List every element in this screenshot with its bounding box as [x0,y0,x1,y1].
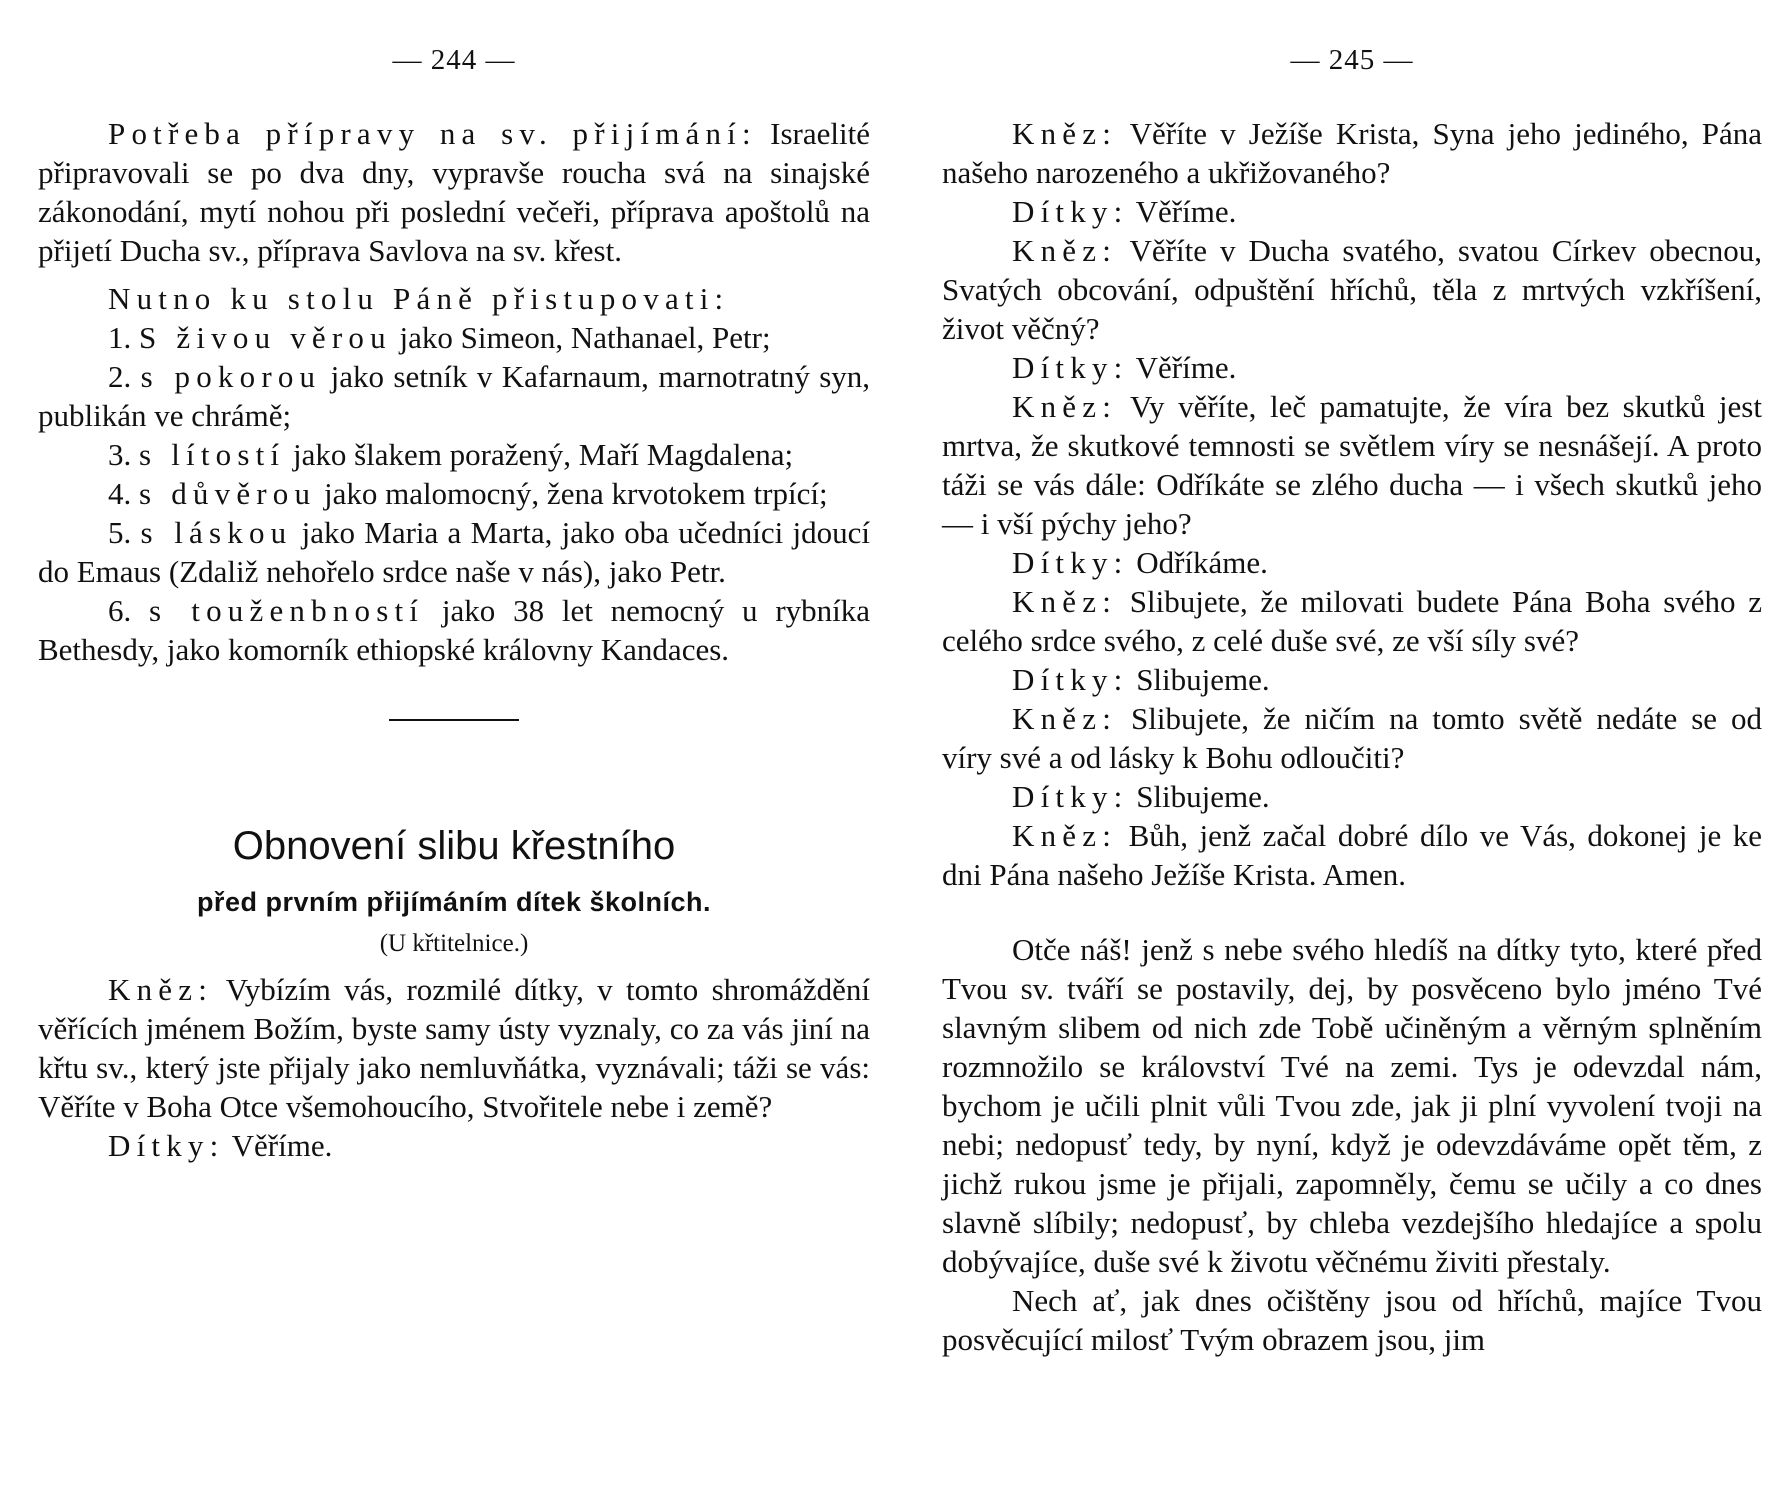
prayer-paragraph: Otče náš! jenž s nebe svého hledíš na dítky tyto, které před Tvou sv. tváří se postavily, dej, by posvěceno bylo jméno Tvé slavným slibem od nich zde Tobě učiněným a věrným splněním rozmnožilo se království Tvé na zemi. Tys je odevzdal nám, bychom je učili plnit vůli Tvou zde, jak ji plní vyvolení tvoji na nebi; nedopusť tedy, by nyní, když je odevzdáváme opět těm, z jichž rukou jsme je přijali, zapomněly, čemu se učily a co dnes slavně slíbily; nedopusť, by chleba vezdejšího hledajíce a spolu dobývajíce, duše své k životu věčnému živiti přestaly. [942,932,1762,1279]
list-item-head: s touženbností [149,593,425,628]
list-item-text: jako šlakem poražený, Maří Magdalena; [293,437,794,472]
dialogue-line [942,699,1762,777]
dialogue-text: Vybízím vás, rozmilé dítky, v tomto shromáždění věřících jménem Božím, byste samy ústy vyznaly, co za vás jiní na křtu sv., který jste přijaly jako nemluvňátka, vyznávali; táži se vás: Věříte v Boha Otce všemohoucího, Stvořitele nebe i země? [38,972,870,1124]
prayer-paragraph-continued: Nech ať, jak dnes očištěny jsou od hříchů, majíce Tvou posvěcující milosť Tvým obrazem jsou, jim [942,1283,1762,1357]
list-item-text: jako Simeon, Nathanael, Petr; [399,320,771,355]
dialogue-text: Bůh, jenž začal dobré dílo ve Vás, dokonej je ke dni Pána našeho Ježíše Krista. Amen. [942,818,1762,892]
dialogue-line [942,816,1762,894]
list-item-number: 1. [108,320,132,355]
speaker-label: Dítky: [1012,662,1129,697]
preparation-heading: Potřeba přípravy na sv. přijímání: [108,116,757,151]
speaker-label: Dítky: [1012,350,1129,385]
dialogue-text: Věříme. [1135,194,1237,229]
section-divider [389,719,519,721]
dialogue-text: Vy věříte, leč pamatujte, že víra bez skutků jest mrtva, že skutkové temnosti se světlem víry se nesnášejí. A proto táži se vás dále: Odříkáte se zlého ducha — i všech skutků jeho — i vší pýchy jeho? [942,389,1762,541]
left-page [38,0,870,1500]
list-item [38,474,870,513]
dialogue-text: Věříme. [1135,350,1237,385]
dialogue-line [942,777,1762,816]
speaker-label: Kněz: [1012,818,1118,853]
list-item-number: 2. [108,359,132,394]
list-item-text: jako 38 let nemocný u rybníka Bethesdy, jako komorník ethiopské královny Kandaces. [38,593,871,667]
dialogue-line [38,1126,870,1165]
dialogue-text: Slibujete, že milovati budete Pána Boha svého z celého srdce svého, z celé duše své, ze vší síly své? [942,584,1762,658]
list-item-text: jako Maria a Marta, jako oba učedníci jdoucí do Emaus (Zdaliž nehořelo srdce naše v nás), jako Petr. [38,515,870,589]
dialogue-text: Věříte v Ducha svatého, svatou Církev obecnou, Svatých obcování, odpuštění hříchů, těla z mrtvých vzkříšení, život věčný? [942,233,1762,346]
preparation-paragraph [38,114,870,270]
dialogue-line [942,192,1762,231]
list-item-number: 4. [108,476,132,511]
list-item-head: s láskou [140,515,293,550]
dialogue-text: Slibujete, že ničím na tomto světě nedáte se od víry své a od lásky k Bohu odloučiti? [942,701,1763,775]
list-item [38,435,870,474]
list-item [38,591,870,669]
list-item-head: s důvěrou [139,476,317,511]
dialogue-line [942,582,1762,660]
speaker-label: Kněz: [1012,389,1118,424]
list-item-head: s lítostí [139,437,286,472]
dialogue-text: Věříte v Ježíše Krista, Syna jeho jediného, Pána našeho narozeného a ukřižovaného? [942,116,1762,190]
list-item [38,513,870,591]
dialogue-line [942,114,1762,192]
list-item [38,357,870,435]
dialogue-line [942,660,1762,699]
speaker-label: Kněz: [1012,701,1118,736]
list-item-number: 6. [108,593,132,628]
list-item-text: jako setník v Kafarnaum, marnotratný syn, publikán ve chrámě; [38,359,871,433]
list-item-text: jako malomocný, žena krvotokem trpící; [323,476,828,511]
preparation-text: Israelité připravovali se po dva dny, vypravše roucha svá na sinajské zákonodání, mytí nohou při poslední večeři, příprava apoštolů na přijetí Ducha sv., příprava Savlova na sv. křest. [38,116,870,268]
left-page-body [38,114,870,669]
page-number-245: — 245 — [1290,44,1414,76]
speaker-label: Kněz: [1012,584,1118,619]
speaker-label: Kněz: [108,972,214,1007]
list-item-number: 5. [108,515,132,550]
dialogue-text: Odříkáme. [1136,545,1268,580]
speaker-label: Kněz: [1012,116,1118,151]
speaker-label: Dítky: [1012,194,1129,229]
section-note: (U křtitelnice.) [379,930,529,957]
dialogue-line [942,231,1762,348]
page-number-244: — 244 — [392,44,516,76]
speaker-label: Dítky: [1012,779,1129,814]
speaker-label: Dítky: [108,1128,225,1163]
speaker-label: Kněz: [1012,233,1118,268]
dialogue-text: Slibujeme. [1136,779,1270,814]
speaker-label: Dítky: [1012,545,1129,580]
list-item-number: 3. [108,437,132,472]
dialogue-text: Slibujeme. [1136,662,1270,697]
right-page [942,0,1762,1500]
list-item-head: S živou věrou [139,320,392,355]
dialogue-line [38,970,870,1126]
dialogue-line [942,387,1762,543]
approach-heading: Nutno ku stolu Páně přistupovati: [108,281,730,316]
list-item [38,318,870,357]
right-page-body [942,114,1762,1359]
dialogue-line [942,543,1762,582]
list-item-head: s pokorou [140,359,322,394]
dialogue-line [942,348,1762,387]
section-subtitle: před prvním přijímáním dítek školních. [196,887,712,917]
dialogue-text: Věříme. [231,1128,333,1163]
left-dialogue [38,970,870,1165]
section-title: Obnovení slibu křestního [232,824,676,868]
